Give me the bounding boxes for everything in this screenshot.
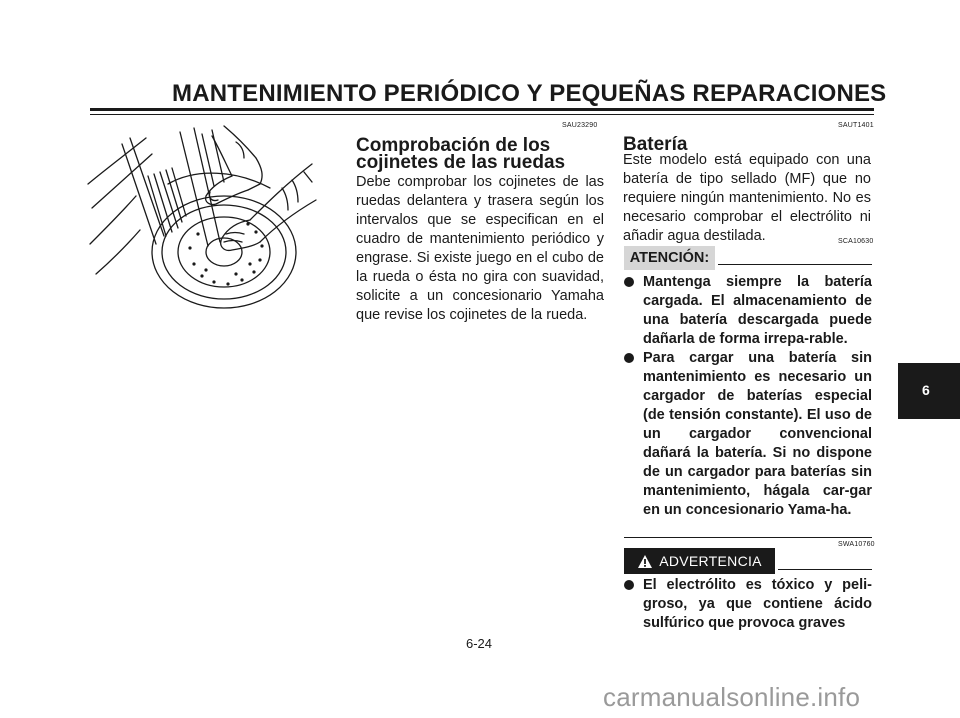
battery-heading: Batería <box>623 134 688 155</box>
warning-top-rule <box>778 569 872 570</box>
warning-item-text: El electrólito es tóxico y peli-groso, ya que contiene ácido sulfúrico que provoca graves <box>643 577 872 631</box>
caution-list <box>624 273 872 520</box>
section-heading-line2: cojinetes de las ruedas <box>356 152 566 173</box>
bullet-icon <box>624 580 634 590</box>
section-heading-line1: Comprobación de los <box>356 135 551 156</box>
caution-top-rule <box>718 264 872 265</box>
page-header-title: MANTENIMIENTO PERIÓDICO Y PEQUEÑAS REPARACIONES <box>172 80 887 107</box>
page-number: 6-24 <box>466 636 493 651</box>
warning-label-box <box>624 548 775 574</box>
caution-item <box>624 273 872 349</box>
caution-item-text: Para cargar una batería sin mantenimiento es necesario un cargador de baterías especial (de tensión constante). El uso de un cargador convencional dañará la batería. Si no dispone de un cargador para baterías sin mantenimiento, hágala car-gar en un concesionario Yama-ha. <box>643 350 872 518</box>
watermark: carmanualsonline.info <box>603 682 861 712</box>
warning-triangle-icon <box>637 554 653 569</box>
battery-paragraph: Este modelo está equipado con una batería de tipo sellado (MF) que no requiere ningún mantenimiento. No es necesario comprobar el electrólito ni añadir agua destilada. <box>623 152 871 244</box>
caution-bottom-rule <box>624 537 872 538</box>
warning-item <box>624 576 872 633</box>
header-rule-thin <box>90 114 874 115</box>
chapter-tab-label: 6 <box>922 382 930 398</box>
caution-code: SCA10630 <box>838 238 874 245</box>
caution-item-text: Mantenga siempre la batería cargada. El almacenamiento de una batería descargada puede dañarla de forma irrepa-rable. <box>643 274 872 347</box>
section-code-right: SAUT1401 <box>838 122 874 129</box>
caution-label: ATENCIÓN: <box>629 250 710 266</box>
caution-item <box>624 349 872 520</box>
section-code-left: SAU23290 <box>562 122 598 129</box>
warning-list <box>624 576 872 633</box>
wheel-bearing-illustration <box>86 124 318 310</box>
wheel-bearing-paragraph: Debe comprobar los cojinetes de las ruedas delantera y trasera según los intervalos que se especifican en el cuadro de mantenimiento periódico y engrase. Si existe juego en el cubo de la rueda o ésta no gira con suavidad, solicite a un concesionario Yamaha que revise los cojinetes de la rueda. <box>356 174 604 323</box>
warning-code: SWA10760 <box>838 541 875 548</box>
bullet-icon <box>624 277 634 287</box>
warning-label: ADVERTENCIA <box>659 553 762 569</box>
bullet-icon <box>624 353 634 363</box>
header-rule-thick <box>90 108 874 111</box>
chapter-tab <box>898 363 960 419</box>
caution-label-box <box>624 246 715 270</box>
